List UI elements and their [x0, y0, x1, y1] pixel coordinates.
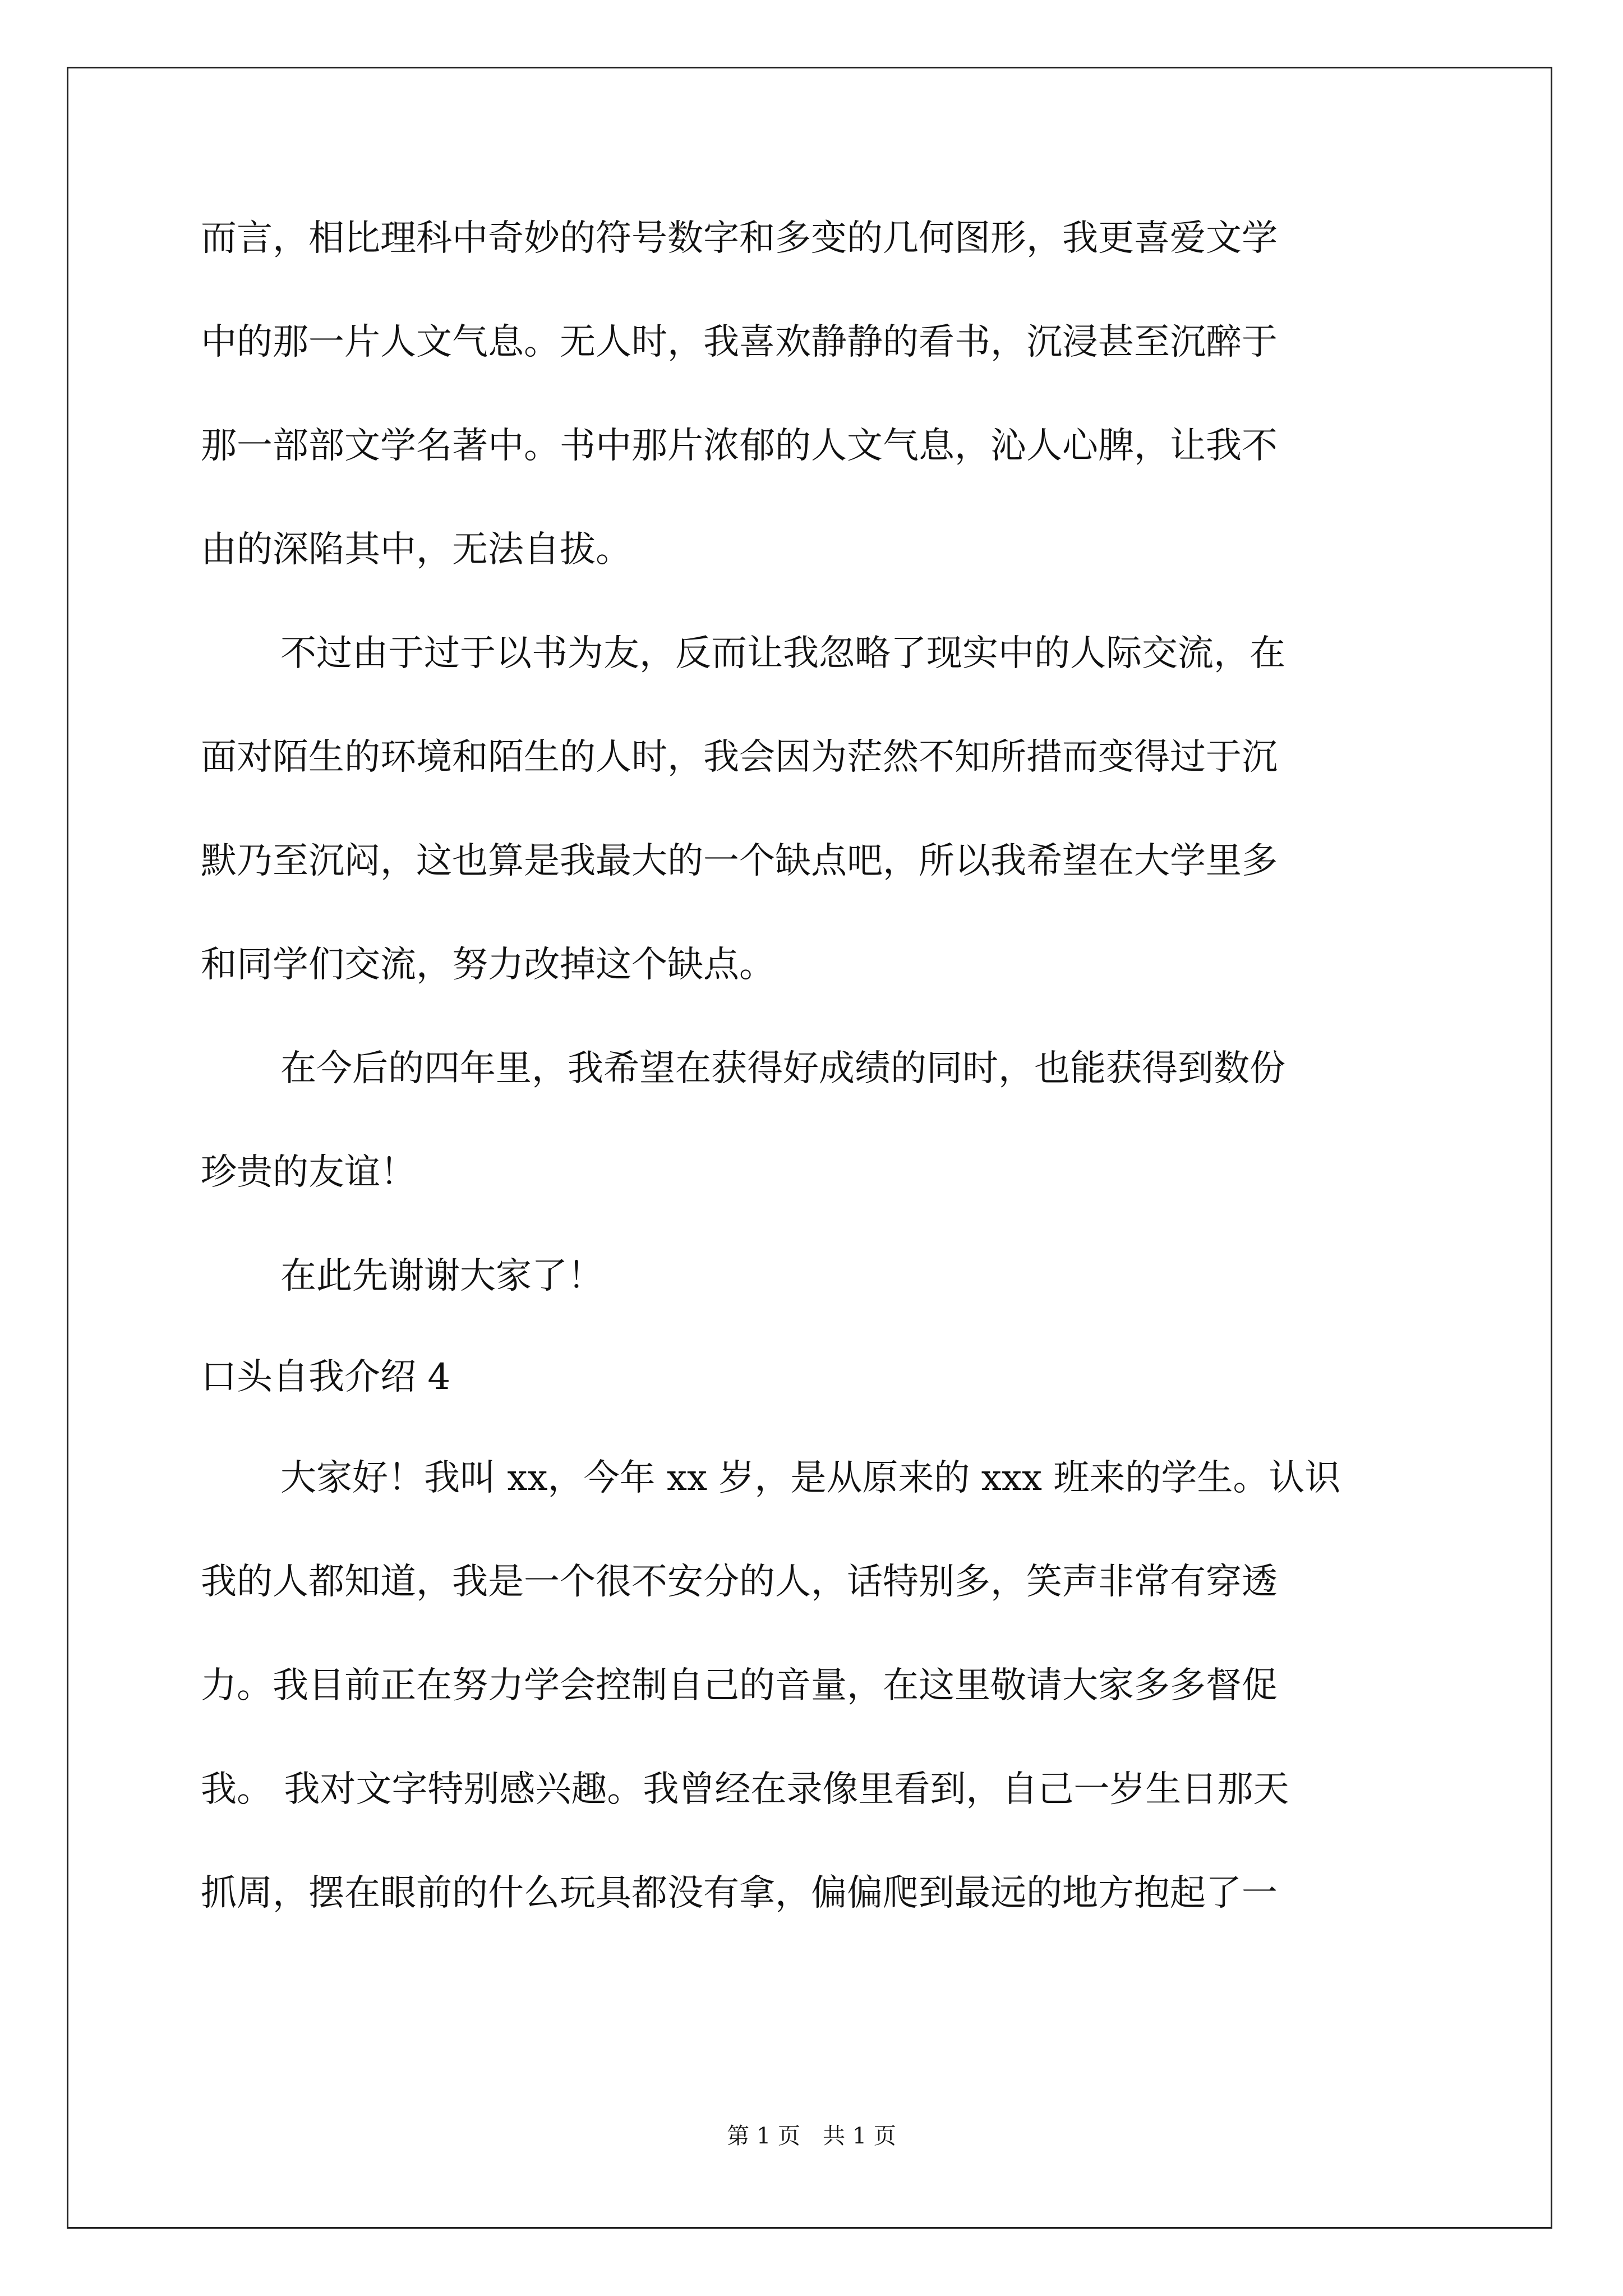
paragraph-first-line: 在此先谢谢大家了！ [280, 1255, 603, 1297]
section-heading: 口头自我介绍 4 [201, 1356, 451, 1398]
paragraph-first-line: 在今后的四年里，我希望在获得好成绩的同时，也能获得到数份 [280, 1048, 1285, 1089]
text-line: 和同学们交流，努力改掉这个缺点。 [201, 944, 775, 986]
text-line: 力。我目前正在努力学会控制自己的音量，在这里敬请大家多多督促 [201, 1665, 1278, 1706]
text-line: 中的那一片人文气息。无人时，我喜欢静静的看书，沉浸甚至沉醉于 [201, 321, 1278, 363]
text-line: 我。 我对文字特别感兴趣。我曾经在录像里看到，自己一岁生日那天 [201, 1769, 1289, 1810]
text-line: 我的人都知道，我是一个很不安分的人，话特别多，笑声非常有穿透 [201, 1561, 1278, 1603]
page-number-footer: 第 1 页 共 1 页 [727, 2123, 896, 2149]
text-line: 抓周，摆在眼前的什么玩具都没有拿，偏偏爬到最远的地方抱起了一 [201, 1872, 1278, 1914]
text-line: 珍贵的友谊！ [201, 1152, 416, 1193]
paragraph-first-line: 不过由于过于以书为友，反而让我忽略了现实中的人际交流，在 [280, 633, 1285, 674]
text-line: 而言，相比理科中奇妙的符号数字和多变的几何图形，我更喜爱文学 [201, 218, 1278, 259]
text-line: 面对陌生的环境和陌生的人时，我会因为茫然不知所措而变得过于沉 [201, 737, 1278, 778]
paragraph-first-line: 大家好！我叫 xx，今年 xx 岁，是从原来的 xxx 班来的学生。认识 [280, 1457, 1341, 1499]
text-line: 由的深陷其中，无法自拔。 [201, 529, 631, 570]
text-line: 那一部部文学名著中。书中那片浓郁的人文气息，沁人心脾，让我不 [201, 425, 1278, 467]
text-line: 默乃至沉闷，这也算是我最大的一个缺点吧，所以我希望在大学里多 [201, 840, 1278, 882]
